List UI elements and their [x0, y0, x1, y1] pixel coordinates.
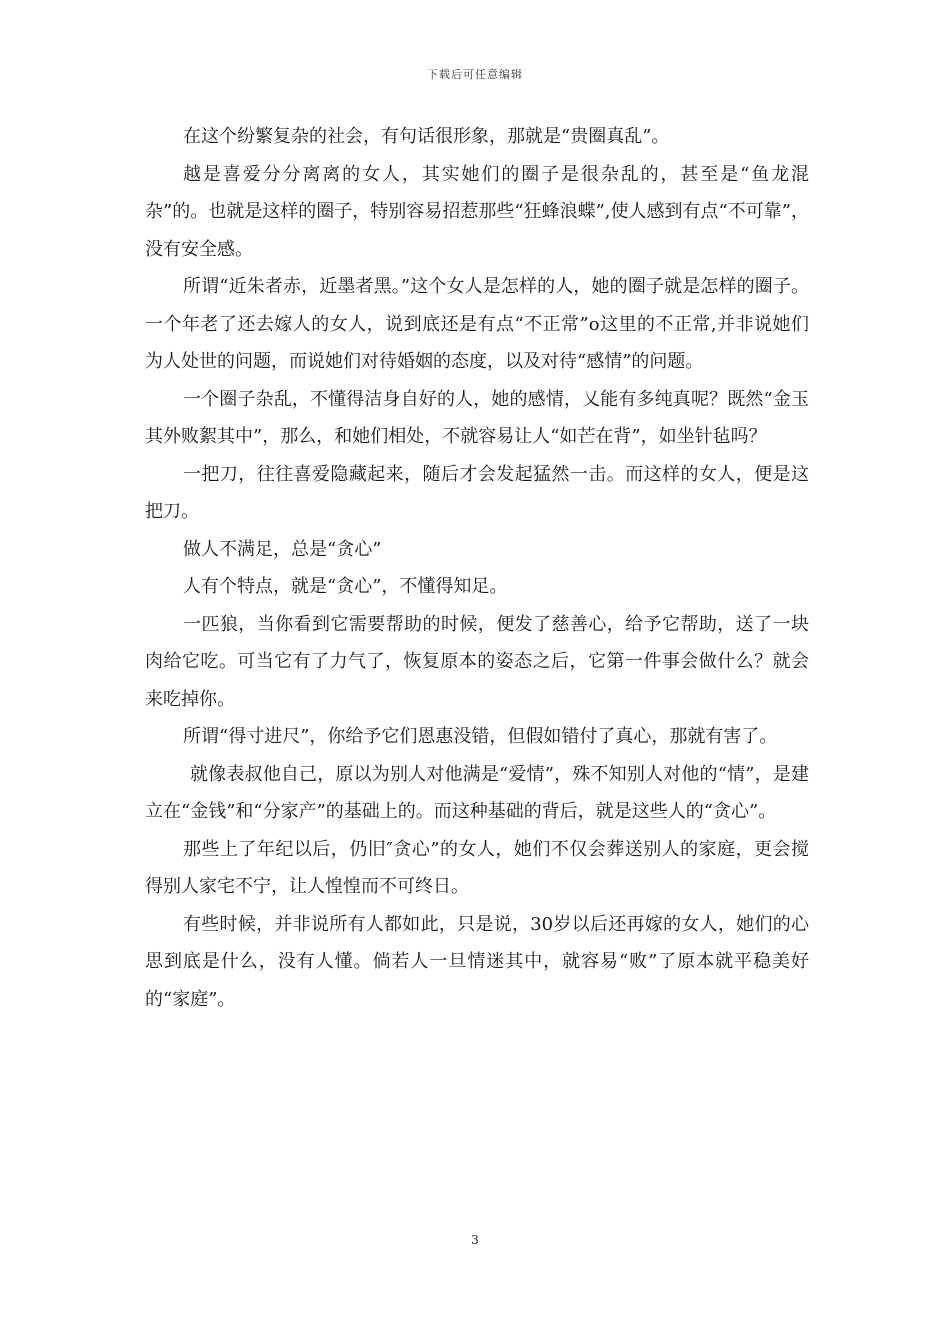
paragraph: 一把刀，往往喜爱隐藏起来，随后才会发起猛然一击。而这样的女人，便是这把刀。: [145, 463, 809, 522]
page-header: 下载后可任意编辑: [427, 68, 523, 81]
page-number: 3: [471, 1233, 479, 1247]
paragraph: 所谓“得寸进尺”，你给予它们恩惠没错，但假如错付了真心，那就有害了。: [183, 726, 778, 747]
paragraph: 越是喜爱分分离离的女人，其实她们的圈子是很杂乱的，甚至是“鱼龙混杂”的。也就是这样的圈子，特别容易招惹那些“狂蜂浪蝶”,使人感到有点“不可靠”，没有安全感。: [145, 163, 809, 260]
paragraph: 在这个纷繁复杂的社会，有句话很形象，那就是“贵圈真乱”。: [183, 126, 670, 147]
paragraph: 就像表叔他自己，原以为别人对他满是“爱情”，殊不知别人对他的“情”，是建立在“金钱”和“分家产”的基础上的。而这种基础的背后，就是这些人的“贪心”。: [145, 763, 809, 822]
paragraph: 人有个特点，就是“贪心”，不懂得知足。: [183, 576, 508, 597]
paragraph: 有些时候，并非说所有人都如此，只是说，30岁以后还再嫁的女人，她们的心思到底是什么，没有人懂。倘若人一旦情迷其中，就容易“败”了原本就平稳美好的“家庭”。: [145, 913, 809, 1010]
paragraph: 做人不满足，总是“贪心”: [183, 538, 382, 560]
paragraph: 那些上了年纪以后，仍旧″贪心”的女人，她们不仅会葬送别人的家庭，更会搅得别人家宅不宁，让人惶惶而不可终日。: [145, 838, 809, 897]
paragraph: 一个圈子杂乱，不懂得洁身自好的人，她的感情，乂能有多纯真呢？既然“金玉其外败絮其中”，那么，和她们相处，不就容易让人“如芒在背”，如坐针毡吗？: [145, 388, 809, 447]
body-text: [145, 118, 809, 1018]
paragraph: 一匹狼，当你看到它需要帮助的时候，便发了慈善心，给予它帮助，送了一块肉给它吃。可当它有了力气了，恢复原本的姿态之后，它第一件事会做什么？就会来吃掉你。: [145, 613, 809, 710]
paragraph: 所谓“近朱者赤，近墨者黑。”这个女人是怎样的人，她的圈子就是怎样的圈子。一个年老了还去嫁人的女人，说到底还是有点“不正常”o这里的不正常,并非说她们为人处世的问题，而说她们对待婚姻的态度，以及对待“感情”的问题。: [145, 276, 809, 372]
